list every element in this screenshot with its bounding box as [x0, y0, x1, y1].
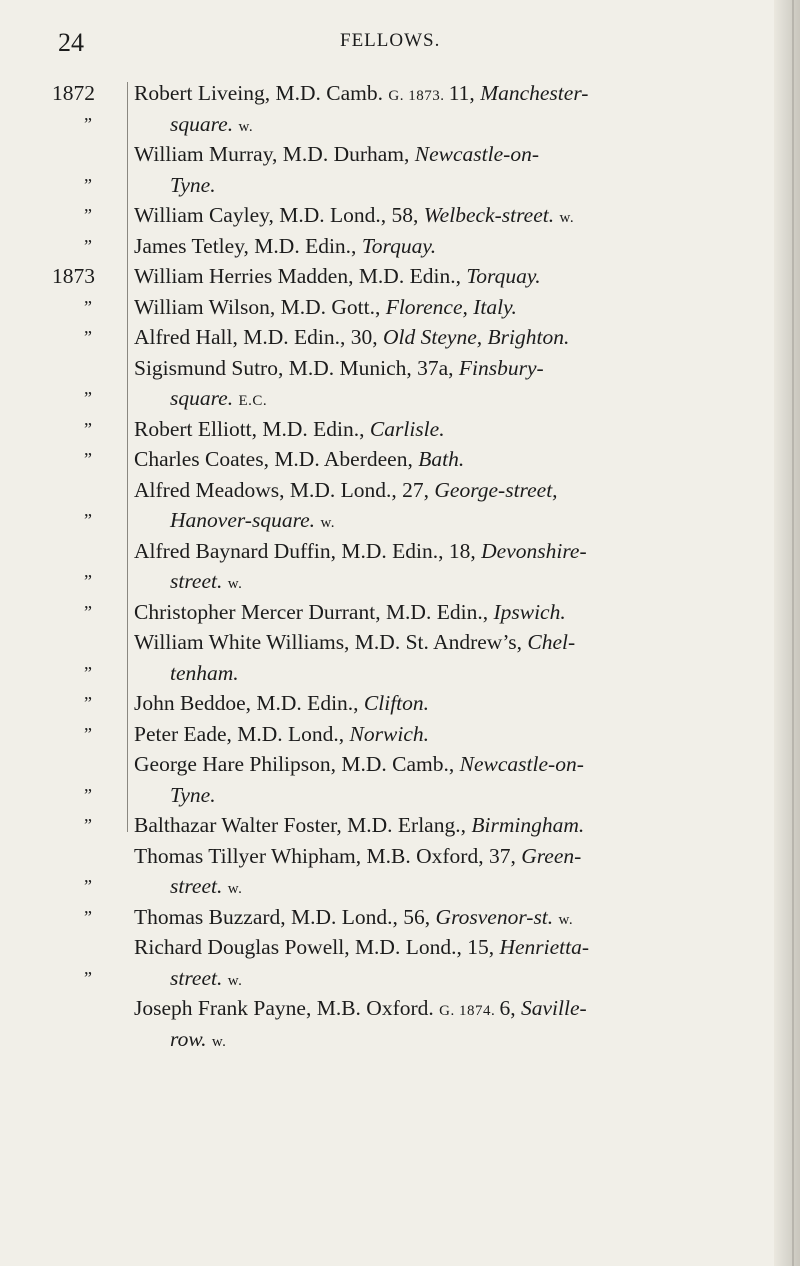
entry-text: Robert Elliott, M.D. Edin., — [134, 416, 370, 441]
address-text: Grosvenor-st. — [435, 904, 559, 929]
fellow-entry-line — [134, 292, 774, 323]
fellow-entry-line — [134, 688, 774, 719]
binding-line — [792, 0, 794, 1266]
address-text: Carlisle. — [369, 416, 445, 441]
ditto-mark: ” — [84, 235, 92, 256]
fellow-entry-line — [134, 993, 774, 1024]
fellow-entry-line — [134, 902, 774, 933]
year-spacer — [52, 139, 120, 170]
ditto-mark: ” — [84, 662, 92, 683]
ditto-mark: ” — [84, 174, 92, 195]
entry-text: Sigismund Sutro, M.D. Munich, 37a, — [134, 355, 459, 380]
address-text: Saville- — [521, 996, 587, 1020]
ditto-mark: ” — [84, 388, 92, 408]
entry-text: Joseph Frank Payne, M.B. Oxford. — [134, 996, 440, 1020]
column-rule — [127, 82, 128, 832]
ditto-mark: ” — [84, 876, 92, 896]
address-text: Manchester- — [480, 81, 589, 105]
page-header — [0, 22, 800, 62]
ditto-mark: ” — [84, 327, 92, 347]
fellow-entry-line — [134, 932, 774, 963]
fellow-entry-line — [134, 200, 774, 231]
entry-text: Thomas Tillyer Whipham, M.B. Oxford, 37, — [134, 843, 522, 868]
address-text: square. — [170, 111, 239, 136]
ditto-mark: ” — [84, 601, 92, 622]
fellows-list — [134, 78, 774, 1054]
small-caps-text: E.C. — [238, 393, 268, 409]
address-text: Ipswich. — [493, 599, 566, 624]
fellow-entry-line — [134, 353, 774, 384]
entry-text: William White Williams, M.D. St. Andrew’s, — [134, 630, 528, 654]
entry-text: Christopher Mercer Durrant, M.D. Edin., — [134, 599, 494, 624]
entry-text: Alfred Meadows, M.D. Lond., 27, — [134, 477, 435, 502]
entry-continuation-line — [134, 170, 774, 201]
ditto-mark: ” — [84, 571, 92, 591]
entry-text: 11, — [448, 81, 481, 105]
fellow-entry-line — [134, 841, 774, 872]
entry-text: Richard Douglas Powell, M.D. Lond., 15, — [134, 935, 500, 959]
ditto-mark: ” — [84, 815, 92, 835]
address-text: Chel- — [527, 630, 576, 654]
ditto-mark: ” — [84, 418, 92, 439]
address-text: Birmingham. — [471, 813, 585, 837]
address-text: Bath. — [418, 447, 465, 471]
small-caps-text: w. — [559, 210, 575, 226]
small-caps-text: w. — [211, 1033, 227, 1050]
entry-text: Balthazar Walter Foster, M.D. Erlang., — [134, 813, 472, 837]
entry-text: 6, — [499, 996, 522, 1020]
entry-text: William Murray, M.D. Durham, — [134, 142, 415, 166]
entry-text: Peter Eade, M.D. Lond., — [134, 721, 350, 746]
address-text: Torquay. — [466, 264, 541, 288]
entry-continuation-line — [134, 871, 774, 902]
fellow-entry-line — [134, 475, 774, 506]
address-text: street. — [170, 569, 228, 593]
address-text: George-street, — [434, 477, 558, 502]
address-text: Clifton. — [363, 691, 430, 715]
running-head: FELLOWS. — [340, 30, 441, 51]
address-text: Green- — [521, 843, 582, 868]
ditto-mark: ” — [84, 784, 92, 805]
year-spacer — [52, 749, 120, 780]
small-caps-text: G. 1874. — [439, 1003, 500, 1019]
address-text: street. — [170, 874, 228, 898]
address-text: Norwich. — [349, 721, 429, 746]
address-text: Newcastle-on- — [414, 142, 539, 166]
fellow-entry-line — [134, 231, 774, 262]
address-text: Florence, Italy. — [385, 294, 517, 319]
entry-text: James Tetley, M.D. Edin., — [134, 233, 362, 258]
address-text: Old Steyne, Brighton. — [383, 325, 570, 349]
fellow-entry-line — [134, 322, 774, 353]
address-text: Newcastle-on- — [459, 752, 584, 776]
entry-text: Alfred Hall, M.D. Edin., 30, — [134, 325, 384, 349]
entry-text: Robert Liveing, M.D. Camb. — [134, 81, 389, 105]
entry-text: William Wilson, M.D. Gott., — [134, 294, 386, 319]
entry-continuation-line — [134, 780, 774, 811]
address-text: Henrietta- — [499, 935, 590, 959]
fellow-entry-line — [134, 627, 774, 658]
page-edge-shadow — [774, 0, 800, 1266]
year-spacer — [52, 475, 120, 506]
entry-text: Alfred Baynard Duffin, M.D. Edin., 18, — [134, 538, 482, 563]
ditto-mark: ” — [84, 906, 92, 927]
ditto-mark: ” — [84, 723, 92, 744]
year-spacer — [52, 353, 120, 384]
address-text: Tyne. — [170, 172, 216, 197]
year-label: 1872 — [52, 81, 95, 105]
fellow-entry-line — [134, 414, 774, 445]
entry-text: William Cayley, M.D. Lond., 58, — [134, 203, 424, 227]
address-text: row. — [170, 1026, 212, 1051]
entry-text: William Herries Madden, M.D. Edin., — [134, 264, 467, 288]
entry-continuation-line — [134, 658, 774, 689]
address-text: Devonshire- — [481, 538, 587, 563]
year-spacer — [52, 993, 120, 1024]
year-column — [52, 78, 120, 1024]
year-spacer — [52, 841, 120, 872]
address-text: Torquay. — [361, 233, 437, 258]
small-caps-text: w. — [320, 515, 336, 531]
year-spacer — [52, 536, 120, 567]
entry-continuation-line — [134, 1024, 774, 1055]
small-caps-text: w. — [238, 118, 254, 135]
small-caps-text: w. — [227, 881, 243, 897]
entry-text: George Hare Philipson, M.D. Camb., — [134, 752, 460, 776]
fellow-entry-line — [134, 444, 774, 475]
fellow-entry-line — [134, 536, 774, 567]
address-text: street. — [170, 965, 228, 990]
small-caps-text: w. — [558, 911, 574, 928]
entry-continuation-line — [134, 963, 774, 994]
entry-continuation-line — [134, 109, 774, 140]
entry-continuation-line — [134, 566, 774, 597]
ditto-mark: ” — [84, 113, 92, 134]
small-caps-text: w. — [227, 972, 243, 989]
year-label: 1873 — [52, 264, 95, 288]
ditto-mark: ” — [84, 449, 92, 469]
address-text: square. — [170, 386, 239, 410]
ditto-mark: ” — [84, 510, 92, 530]
page-number: 24 — [58, 28, 84, 57]
fellow-entry-line — [134, 810, 774, 841]
ditto-mark: ” — [84, 967, 92, 988]
ditto-mark: ” — [84, 296, 92, 317]
fellow-entry-line — [134, 749, 774, 780]
entry-text: Charles Coates, M.D. Aberdeen, — [134, 447, 419, 471]
ditto-mark: ” — [84, 693, 92, 713]
entry-text: Thomas Buzzard, M.D. Lond., 56, — [134, 904, 436, 929]
entry-continuation-line — [134, 383, 774, 414]
year-spacer — [52, 627, 120, 658]
address-text: Welbeck-street. — [423, 203, 560, 227]
small-caps-text: G. 1873. — [388, 88, 449, 104]
year-spacer — [52, 932, 120, 963]
fellow-entry-line — [134, 719, 774, 750]
entry-continuation-line — [134, 505, 774, 536]
fellow-entry-line — [134, 597, 774, 628]
address-text: Finsbury- — [458, 355, 544, 380]
ditto-mark: ” — [84, 205, 92, 225]
small-caps-text: w. — [227, 576, 243, 592]
address-text: Tyne. — [170, 782, 216, 807]
entry-text: John Beddoe, M.D. Edin., — [134, 691, 364, 715]
fellow-entry-line — [134, 261, 774, 292]
address-text: tenham. — [170, 660, 239, 685]
fellow-entry-line — [134, 139, 774, 170]
address-text: Hanover-square. — [170, 508, 321, 532]
fellow-entry-line — [134, 78, 774, 109]
